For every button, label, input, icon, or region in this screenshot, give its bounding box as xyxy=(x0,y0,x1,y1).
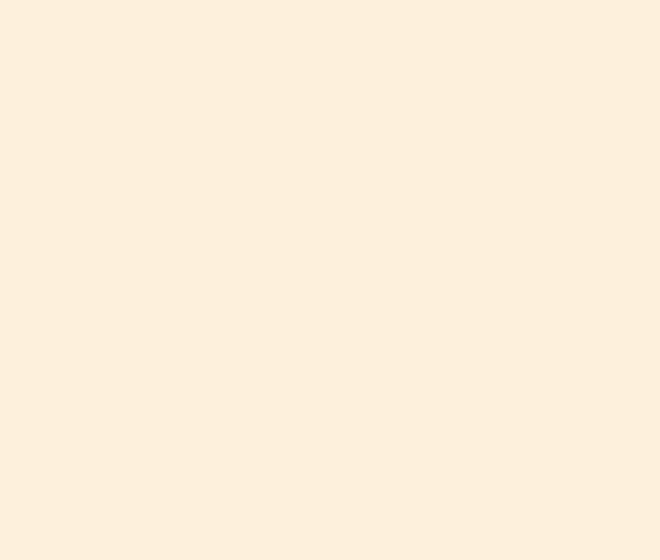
root-node-ace xyxy=(8,160,62,186)
